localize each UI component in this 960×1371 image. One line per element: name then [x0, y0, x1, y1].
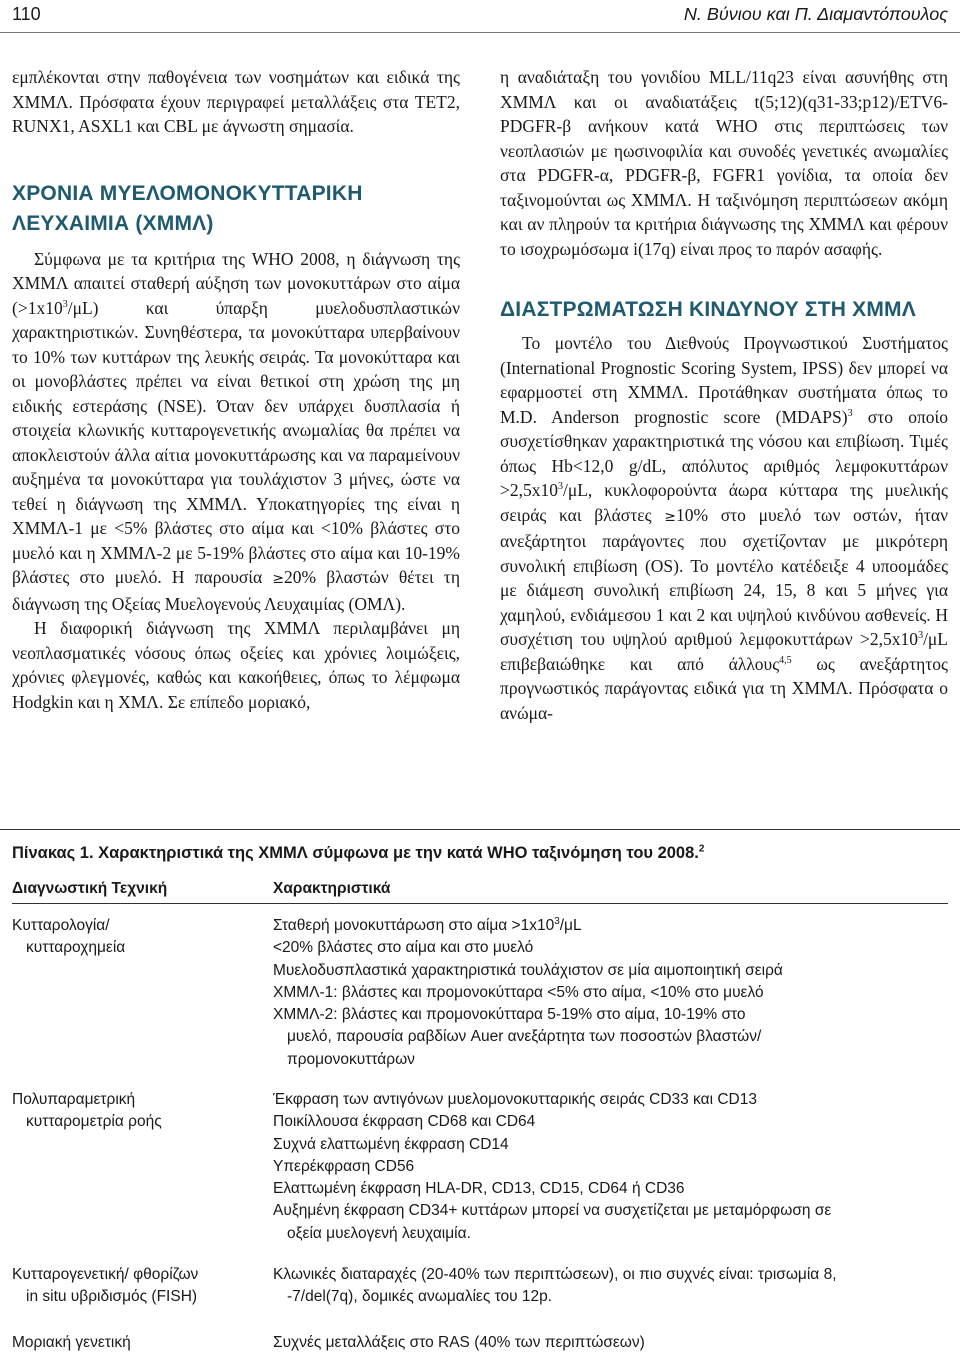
- superscript: 3: [554, 915, 560, 927]
- technique-cell: [12, 1332, 262, 1354]
- technique-cell: [12, 1089, 262, 1134]
- superscript: 3: [847, 407, 853, 419]
- cell-line: Πολυπαραμετρική: [12, 1091, 136, 1108]
- table-header-rule: [12, 903, 948, 904]
- cell-line: προμονοκυττάρων: [287, 1050, 415, 1068]
- cell-line: Υπερέκφραση CD56: [273, 1157, 415, 1175]
- section-heading-risk: ΔΙΑΣΤΡΩΜΑΤΩΣΗ ΚΙΝΔΥΝΟΥ ΣΤΗ ΧΜΜΛ: [500, 298, 916, 321]
- text-run: /μL) και ύπαρξη μυελοδυσπλαστικών χαρακτηριστικών. Συνηθέστερα, τα μονοκύτταρα υπερβαίνουν το 10% των κυττάρων της λευκής σειράς. Τα μονοκύτταρα και οι μονοβλάστες πρέπει να είναι θετικοί στη χρώση της μη ειδικής εστεράσης (NSE). Όταν δεν υπάρχει δυσπλασία ή στοιχεία κλωνικής κυτταρογενετικής ανωμαλίας θα πρέπει να αποκλειστούν άλλα αίτια μονοκυττάρωσης και να παραμείνουν αυξημένα τα μονοκύτταρα για τουλάχιστον 3 μήνες, ώστε να τεθεί η διάγνωση της ΧΜΜΛ. Υποκατηγορίες της είναι η ΧΜΜΛ-1 με <5% βλάστες στο αίμα και <10% βλάστες στο μυελό και η ΧΜΜΛ-2 με 5-19% βλάστες στο αίμα και 10-19% βλάστες στο μυελό. Η παρουσία: [12, 297, 460, 587]
- cell-line: Αυξημένη έκφραση CD34+ κυττάρων μπορεί να συσχετίζεται με μεταμόρφωση σε: [273, 1202, 832, 1220]
- cell-line: κυτταροχημεία: [26, 939, 126, 957]
- text-run: 20% βλαστών θέτει τη διάγνωση της Οξείας Μυελογενούς Λευχαιμίας (ΟΜΛ).: [12, 567, 460, 614]
- text-run: στο οποίο συσχετίσθηκαν χαρακτηριστικά της νόσου και επιβίωση. Τιμές όπως Hb<12,0 g/dL, απόλυτος αριθμός λεμφοκυττάρων >2,5x10: [500, 406, 948, 500]
- column-header-technique: Διαγνωστική Τεχνική: [12, 880, 168, 897]
- paragraph: η αναδιάταξη του γονιδίου MLL/11q23 είναι ασυνήθης στη ΧΜΜΛ και οι αναδιατάξεις t(5;12)(q31-33;p12)/ETV6-PDGFR-β ανήκουν κατά WHO στις περιπτώσεις των νεοπλασιών με ηωσινοφιλία και συνοδές γενετικές ανωμαλίες στα PDGFR-α, PDGFR-β, FGFR1 γονίδια, τα οποία δεν ταξινομούνται ως ΧΜΜΛ. Η ταξινόμηση περιπτώσεων ακόμη και αν πληρούν τα κριτήρια διάγνωσης της ΧΜΜΛ και φέρουν το ισοχρωμόσωμα i(17q) είναι προς το παρόν ασαφής.: [500, 67, 948, 259]
- text-run: /μL: [559, 917, 582, 934]
- left-column: [12, 65, 460, 714]
- cell-line: Κυτταρογενετική/ φθορίζων: [12, 1266, 199, 1283]
- cell-line: Κλωνικές διαταραχές (20-40% των περιπτώσεων), οι πιο συχνές είναι: τρισωμία 8,: [273, 1266, 837, 1283]
- page-number: 110: [12, 4, 41, 24]
- text-run: /μL επιβεβαιώθηκε και από άλλους: [500, 629, 948, 674]
- cell-line: Συχνά ελαττωμένη έκφραση CD14: [273, 1135, 509, 1153]
- header-rule: [0, 32, 960, 33]
- superscript: 3: [558, 481, 563, 493]
- superscript: 4,5: [779, 654, 792, 666]
- text-run: Σταθερή μονοκυττάρωση στο αίμα >1x10: [273, 917, 555, 934]
- characteristics-cell: [273, 1089, 953, 1245]
- cell-line: <20% βλάστες στο αίμα και στο μυελό: [273, 939, 534, 957]
- cell-line: ΧΜΜΛ-2: βλάστες και προμονοκύτταρα 5-19% στο αίμα, 10-19% στο: [273, 1006, 746, 1024]
- table-top-rule: [0, 829, 960, 830]
- cell-line: Ποικίλλουσα έκφραση CD68 και CD64: [273, 1113, 536, 1131]
- paragraph: Η διαφορική διάγνωση της ΧΜΜΛ περιλαμβάνει μη νεοπλασματικές νόσους όπως οξείες και χρόνιες λοιμώξεις, χρόνιες φλεγμονές, καθώς και κακοήθειες, όπως το λέμφωμα Hodgkin και η ΧΜΛ. Σε επίπεδο μοριακό,: [12, 618, 460, 712]
- text-run: Σύμφωνα με τα κριτήρια της WHO 2008, η διάγνωση της ΧΜΜΛ απαιτεί σταθερή αύξηση των μονοκυττάρων στο αίμα (>1x10: [12, 248, 460, 318]
- cell-line: [273, 915, 953, 937]
- cell-line: κυτταρομετρία ροής: [26, 1113, 162, 1131]
- heading-line: ΛΕΥΧΑΙΜΙΑ (ΧΜΜΛ): [12, 211, 214, 235]
- cell-line: οξεία μυελογενή λευχαιμία.: [287, 1224, 471, 1242]
- cell-line: ΧΜΜΛ-1: βλάστες και προμονοκύτταρα <5% στο αίμα, <10% στο μυελό: [273, 983, 764, 1001]
- characteristics-cell: [273, 1332, 953, 1354]
- running-authors: Ν. Βύνιου και Π. Διαμαντόπουλος: [683, 4, 948, 24]
- caption-superscript: 2: [698, 843, 705, 855]
- cell-line: Κυτταρολογία/: [12, 917, 110, 934]
- geq-symbol: ≥: [664, 508, 676, 525]
- geq-symbol: ≥: [272, 571, 285, 587]
- running-header: [0, 0, 960, 34]
- text-run: 10% στο μυελό των οστών, ήταν ανεξάρτητοι παράγοντες που σχετίζονταν με μικρότερη συνολική επιβίωση (OS). Το μοντέλο κατέδειξε 4 υποομάδες με διάμεση συνολική επιβίωση 24, 15, 8 και 5 μήνες για χαμηλού, ενδιάμεσου 1 και 2 και υψηλού κινδύνου ασθενείς. Η συσχέτιση του υψηλού αριθμού λεμφοκυττάρων >2,5x10: [500, 504, 948, 649]
- section-heading-cmml: [12, 179, 460, 239]
- paragraph: [500, 331, 948, 725]
- superscript: 3: [62, 298, 68, 310]
- cell-line: Μοριακή γενετική: [12, 1334, 131, 1351]
- caption-text: Χαρακτηριστικά της ΧΜΜΛ σύμφωνα με την κατά WHO ταξινόμηση του 2008.: [93, 844, 699, 862]
- cell-line: Έκφραση των αντιγόνων μυελομονοκυτταρικής σειράς CD33 και CD13: [273, 1091, 757, 1108]
- cell-line: Ελαττωμένη έκφραση HLA-DR, CD13, CD15, CD64 ή CD36: [273, 1180, 685, 1198]
- characteristics-cell: [273, 915, 953, 1071]
- text-run: Το μοντέλο του Διεθνούς Προγνωστικού Συστήματος (International Prognostic Scoring System, IPSS) δεν μπορεί να εφαρμοστεί στη ΧΜΜΛ. Προτάθηκαν συστήματα όπως το M.D. Anderson prognostic score (MDAPS): [500, 333, 948, 427]
- cell-line: Συχνές μεταλλάξεις στο RAS (40% των περιπτώσεων): [273, 1334, 645, 1351]
- superscript: 3: [918, 630, 924, 642]
- text-run: ως ανεξάρτητος προγνωστικός παράγοντας ειδικά για τη ΧΜΜΛ. Πρόσφατα ο ανώμα-: [500, 653, 948, 723]
- cell-line: -7/del(7q), δομικές ανωμαλίες του 12p.: [287, 1288, 553, 1306]
- right-column: [500, 65, 948, 725]
- cell-line: μυελό, παρουσία ραβδίων Auer ανεξάρτητα των ποσοστών βλαστών/: [287, 1028, 762, 1046]
- table-caption: [12, 844, 704, 863]
- characteristics-cell: [273, 1264, 953, 1309]
- paragraph: [12, 247, 460, 617]
- technique-cell: [12, 915, 262, 960]
- cell-line: in situ υβριδισμός (FISH): [26, 1288, 198, 1306]
- table-1: [0, 829, 960, 1371]
- heading-line: ΧΡΟΝΙΑ ΜΥΕΛΟΜΟΝΟΚΥΤΤΑΡΙΚΗ: [12, 181, 363, 205]
- text-run: /μL, κυκλοφορούντα άωρα κύτταρα της μυελικής σειράς και βλάστες: [500, 480, 948, 525]
- cell-line: Μυελοδυσπλαστικά χαρακτηριστικά τουλάχιστον σε μία αιμοποιητική σειρά: [273, 961, 783, 979]
- column-header-characteristics: Χαρακτηριστικά: [273, 880, 391, 897]
- paragraph: εμπλέκονται στην παθογένεια των νοσημάτων και ειδικά της ΧΜΜΛ. Πρόσφατα έχουν περιγραφεί μεταλλάξεις στα TET2, RUNX1, ASXL1 και CBL με άγνωστη σημασία.: [12, 67, 460, 136]
- technique-cell: [12, 1264, 262, 1309]
- caption-label: Πίνακας 1.: [12, 844, 94, 862]
